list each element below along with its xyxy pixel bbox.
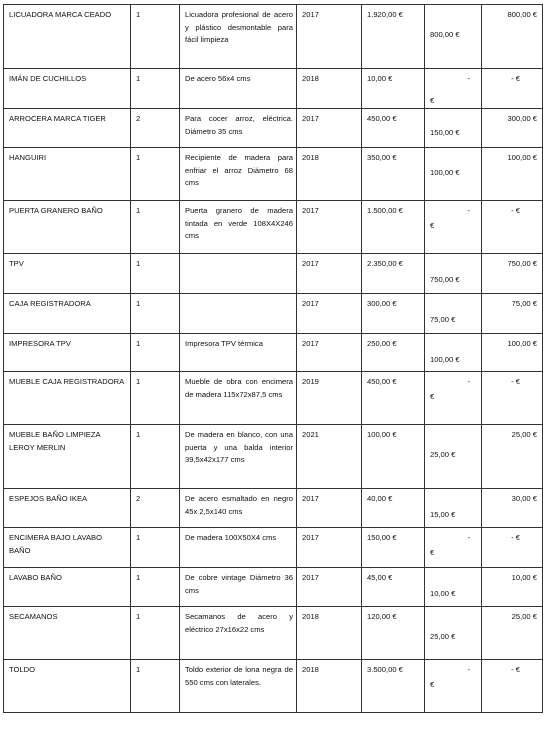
value-text: 750,00 € [430, 275, 460, 284]
value-text: 100,00 € [430, 168, 460, 177]
year-cell: 2018 [297, 607, 362, 660]
table-row [4, 660, 543, 713]
value-text: 150,00 € [430, 128, 460, 137]
value-text: 25,00 € [430, 632, 456, 641]
purchase-price-cell: 250,00 € [362, 334, 425, 372]
year-cell: 2017 [297, 294, 362, 334]
item-name-cell: IMPRESORA TPV [4, 334, 131, 372]
value-text: 10,00 € [430, 589, 456, 598]
dash-mark: - [467, 377, 470, 386]
year-cell: 2017 [297, 568, 362, 607]
dash-mark: - [467, 74, 470, 83]
description-cell: Mueble de obra con encimera de madera 115x72x87,5 cms [180, 372, 297, 425]
value-cell [425, 372, 482, 425]
year-cell: 2017 [297, 528, 362, 568]
year-cell: 2017 [297, 201, 362, 254]
purchase-price-cell: 3.500,00 € [362, 660, 425, 713]
dash-mark: - [467, 206, 470, 215]
residual-value-cell: - € [482, 69, 543, 109]
table-row [4, 425, 543, 489]
purchase-price-cell: 150,00 € [362, 528, 425, 568]
purchase-price-cell: 300,00 € [362, 294, 425, 334]
year-cell: 2021 [297, 425, 362, 489]
item-name-cell: TPV [4, 254, 131, 294]
quantity-cell: 1 [131, 334, 180, 372]
value-cell [425, 109, 482, 148]
description-cell: De madera 100X50X4 cms [180, 528, 297, 568]
description-cell [180, 254, 297, 294]
description-cell: Impresora TPV térmica [180, 334, 297, 372]
inventory-sheet [3, 4, 543, 713]
quantity-cell: 2 [131, 109, 180, 148]
description-cell [180, 294, 297, 334]
quantity-cell: 1 [131, 294, 180, 334]
item-name-cell: LICUADORA MARCA CEADO [4, 5, 131, 69]
purchase-price-cell: 10,00 € [362, 69, 425, 109]
quantity-cell: 1 [131, 660, 180, 713]
value-cell [425, 254, 482, 294]
description-cell: Puerta granero de madera tintada en verde 108X4X246 cms [180, 201, 297, 254]
quantity-cell: 1 [131, 201, 180, 254]
value-cell [425, 568, 482, 607]
table-row [4, 528, 543, 568]
item-name-cell: ESPEJOS BAÑO IKEA [4, 489, 131, 528]
table-row [4, 201, 543, 254]
year-cell: 2017 [297, 5, 362, 69]
description-cell: De acero esmaltado en negro 45x 2,5x140 cms [180, 489, 297, 528]
year-cell: 2018 [297, 148, 362, 201]
value-text: 15,00 € [430, 510, 456, 519]
value-cell [425, 489, 482, 528]
residual-value-cell: 75,00 € [482, 294, 543, 334]
purchase-price-cell: 100,00 € [362, 425, 425, 489]
item-name-cell: CAJA REGISTRADORA [4, 294, 131, 334]
residual-value-cell: 100,00 € [482, 334, 543, 372]
value-cell [425, 334, 482, 372]
quantity-cell: 1 [131, 607, 180, 660]
residual-value-cell: 30,00 € [482, 489, 543, 528]
purchase-price-cell: 45,00 € [362, 568, 425, 607]
item-name-cell: TOLDO [4, 660, 131, 713]
year-cell: 2019 [297, 372, 362, 425]
year-cell: 2018 [297, 69, 362, 109]
year-cell: 2018 [297, 660, 362, 713]
quantity-cell: 1 [131, 568, 180, 607]
value-text: € [430, 392, 435, 401]
description-cell: De madera en blanco, con una puerta y una balda interior 39,5x42x177 cms [180, 425, 297, 489]
item-name-cell: MUEBLE CAJA REGISTRADORA [4, 372, 131, 425]
description-cell: De acero 56x4 cms [180, 69, 297, 109]
value-text: 25,00 € [430, 450, 456, 459]
value-cell [425, 425, 482, 489]
description-cell: Licuadora profesional de acero y plástico desmontable para fácil limpieza [180, 5, 297, 69]
quantity-cell: 1 [131, 148, 180, 201]
dash-mark: - [467, 533, 470, 542]
value-text: 75,00 € [430, 315, 456, 324]
quantity-cell: 2 [131, 489, 180, 528]
table-row [4, 254, 543, 294]
value-cell [425, 294, 482, 334]
dash-mark: - [467, 665, 470, 674]
value-text: € [430, 548, 435, 557]
value-text: € [430, 96, 435, 105]
description-cell: Toldo exterior de lona negra de 550 cms con laterales. [180, 660, 297, 713]
item-name-cell: PUERTA GRANERO BAÑO [4, 201, 131, 254]
value-cell [425, 528, 482, 568]
purchase-price-cell: 1.500,00 € [362, 201, 425, 254]
table-row [4, 568, 543, 607]
residual-value-cell: 800,00 € [482, 5, 543, 69]
purchase-price-cell: 450,00 € [362, 372, 425, 425]
value-cell [425, 660, 482, 713]
residual-value-cell: 25,00 € [482, 425, 543, 489]
quantity-cell: 1 [131, 254, 180, 294]
item-name-cell: HANGUIRI [4, 148, 131, 201]
value-cell [425, 201, 482, 254]
year-cell: 2017 [297, 109, 362, 148]
value-text: 800,00 € [430, 30, 460, 39]
purchase-price-cell: 350,00 € [362, 148, 425, 201]
value-text: € [430, 680, 435, 689]
purchase-price-cell: 450,00 € [362, 109, 425, 148]
item-name-cell: MUEBLE BAÑO LIMPIEZA LEROY MERLIN [4, 425, 131, 489]
residual-value-cell: 750,00 € [482, 254, 543, 294]
table-row [4, 148, 543, 201]
quantity-cell: 1 [131, 372, 180, 425]
year-cell: 2017 [297, 254, 362, 294]
residual-value-cell: 100,00 € [482, 148, 543, 201]
quantity-cell: 1 [131, 5, 180, 69]
description-cell: Secamanos de acero y eléctrico 27x16x22 cms [180, 607, 297, 660]
residual-value-cell: 300,00 € [482, 109, 543, 148]
year-cell: 2017 [297, 489, 362, 528]
table-row [4, 372, 543, 425]
table-row [4, 109, 543, 148]
purchase-price-cell: 120,00 € [362, 607, 425, 660]
description-cell: Recipiente de madera para enfriar el arroz Diámetro 68 cms [180, 148, 297, 201]
table-row [4, 334, 543, 372]
item-name-cell: IMÁN DE CUCHILLOS [4, 69, 131, 109]
table-row [4, 5, 543, 69]
residual-value-cell: 25,00 € [482, 607, 543, 660]
item-name-cell: LAVABO BAÑO [4, 568, 131, 607]
year-cell: 2017 [297, 334, 362, 372]
value-text: 100,00 € [430, 355, 460, 364]
value-cell [425, 148, 482, 201]
quantity-cell: 1 [131, 528, 180, 568]
table-row [4, 489, 543, 528]
value-cell [425, 607, 482, 660]
purchase-price-cell: 1.920,00 € [362, 5, 425, 69]
table-row [4, 69, 543, 109]
purchase-price-cell: 40,00 € [362, 489, 425, 528]
inventory-table-body [4, 5, 543, 713]
table-row [4, 607, 543, 660]
purchase-price-cell: 2.350,00 € [362, 254, 425, 294]
inventory-table [3, 4, 543, 713]
table-row [4, 294, 543, 334]
value-cell [425, 5, 482, 69]
residual-value-cell: 10,00 € [482, 568, 543, 607]
quantity-cell: 1 [131, 69, 180, 109]
residual-value-cell: - € [482, 660, 543, 713]
residual-value-cell: - € [482, 201, 543, 254]
residual-value-cell: - € [482, 528, 543, 568]
quantity-cell: 1 [131, 425, 180, 489]
item-name-cell: ENCIMERA BAJO LAVABO BAÑO [4, 528, 131, 568]
value-cell [425, 69, 482, 109]
item-name-cell: ARROCERA MARCA TIGER [4, 109, 131, 148]
description-cell: De cobre vintage Diámetro 36 cms [180, 568, 297, 607]
residual-value-cell: - € [482, 372, 543, 425]
value-text: € [430, 221, 435, 230]
item-name-cell: SECAMANOS [4, 607, 131, 660]
description-cell: Para cocer arroz, eléctrica. Diámetro 35 cms [180, 109, 297, 148]
